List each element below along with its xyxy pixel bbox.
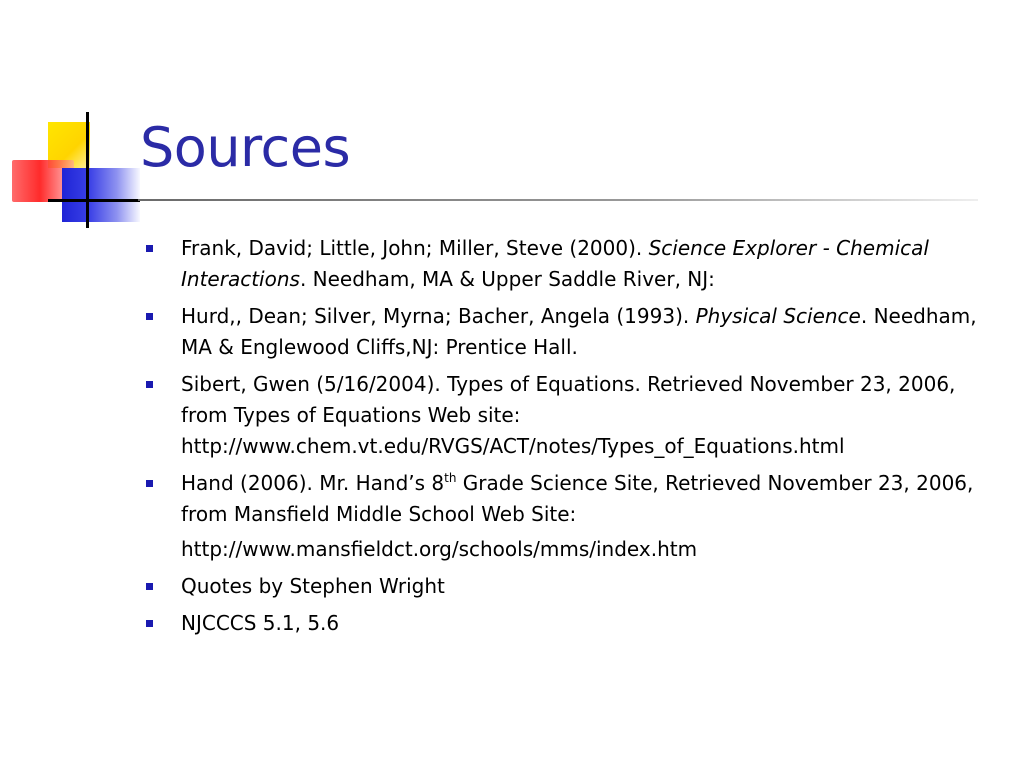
list-item xyxy=(146,571,1006,602)
title-divider xyxy=(138,199,978,201)
source-text-tail: Grade Science Site, Retrieved November 23, 2006, from Mansfield Middle School Web Site: xyxy=(181,471,974,526)
list-item xyxy=(146,301,1006,363)
logo-blue-square xyxy=(62,168,140,222)
decorative-logo xyxy=(0,0,160,240)
square-bullet-icon xyxy=(146,381,153,388)
source-text: Hurd,, Dean; Silver, Myrna; Bacher, Angela (1993). xyxy=(181,304,696,328)
sources-content xyxy=(146,233,1006,645)
source-text: Quotes by Stephen Wright xyxy=(181,574,445,598)
list-item xyxy=(146,608,1006,639)
source-text: NJCCCS 5.1, 5.6 xyxy=(181,611,340,635)
logo-horizontal-line xyxy=(48,199,140,202)
slide-title: Sources xyxy=(140,116,351,179)
sources-list xyxy=(146,233,1006,639)
list-item xyxy=(146,369,1006,462)
logo-vertical-line xyxy=(86,112,89,228)
square-bullet-icon xyxy=(146,245,153,252)
list-item xyxy=(146,468,1006,565)
square-bullet-icon xyxy=(146,313,153,320)
source-text: Hand (2006). Mr. Hand’s 8 xyxy=(181,471,445,495)
list-item xyxy=(146,233,1006,295)
source-book-title: Science Explorer - Chemical Interactions xyxy=(181,236,929,291)
square-bullet-icon xyxy=(146,583,153,590)
source-text: Frank, David; Little, John; Miller, Steve (2000). xyxy=(181,236,649,260)
square-bullet-icon xyxy=(146,480,153,487)
source-url: http://www.mansfieldct.org/schools/mms/index.htm xyxy=(181,537,698,561)
square-bullet-icon xyxy=(146,620,153,627)
source-text-tail: . Needham, MA & Upper Saddle River, NJ: xyxy=(299,267,715,291)
source-text-tail: . Needham, MA & Englewood Cliffs,NJ: Prentice Hall. xyxy=(181,304,977,359)
source-text: Sibert, Gwen (5/16/2004). Types of Equations. Retrieved November 23, 2006, from Types of Equations Web site: http://www.chem.vt.edu/RVGS/ACT/notes/Types_of_Equations.html xyxy=(181,372,956,458)
ordinal-suffix: th xyxy=(444,471,457,485)
source-book-title: Physical Science xyxy=(695,304,861,328)
